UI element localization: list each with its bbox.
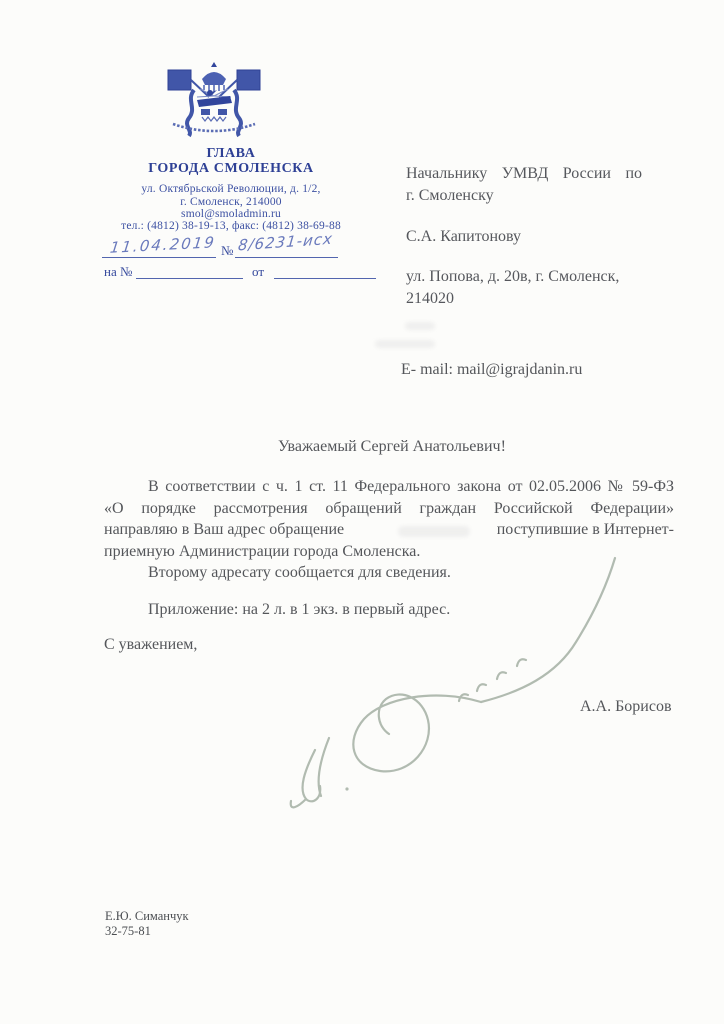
ref-from-underline (274, 278, 376, 279)
body-paragraph1-line2: «О порядке рассмотрения обращений граждан Российской Федерации» (104, 500, 674, 517)
erased-text-artifact (398, 526, 470, 537)
body-paragraph1-line3 (104, 521, 674, 539)
recipient-address: ул. Попова, д. 20в, г. Смоленск, (406, 268, 620, 285)
executor-name: Е.Ю. Симанчук (105, 909, 189, 923)
handwritten-outgoing-number: 8/6231-исх (237, 229, 334, 255)
recipient-line2: г. Смоленску (406, 187, 494, 204)
recipient-name: С.А. Капитонову (406, 228, 522, 245)
handwritten-signature-icon (285, 548, 625, 813)
applicant-email-line: E- mail: mail@igrajdanin.ru (401, 361, 583, 378)
letterhead-email: smol@smoladmin.ru (181, 208, 281, 220)
scan-artifact (405, 322, 435, 330)
body-paragraph1-line4: приемную Администрации города Смоленска. (104, 543, 421, 560)
letterhead-phone-fax: тел.: (4812) 38-19-13, факс: (4812) 38-69-88 (121, 220, 341, 232)
ref-from-label: от (252, 264, 265, 279)
scan-artifact (375, 340, 435, 348)
date-underline (102, 257, 216, 258)
body-paragraph1-line1: В соответствии с ч. 1 ст. 11 Федерального закона от 02.05.2006 № 59-ФЗ (148, 478, 674, 495)
ref-in-underline (136, 278, 243, 279)
recipient-line1: Начальнику УМВД России по (406, 165, 642, 182)
signer-name: А.А. Борисов (580, 698, 672, 715)
number-label: № (221, 243, 234, 258)
body-line3-left: направляю в Ваш адрес обращение (104, 521, 345, 538)
smolensk-coat-of-arms-icon (156, 62, 272, 138)
closing-line: С уважением, (104, 636, 198, 653)
body-line3-right: поступившие в Интернет- (496, 521, 674, 538)
handwritten-date: 11.04.2019 (108, 233, 217, 257)
executor-phone: 32-75-81 (105, 924, 151, 938)
body-paragraph2: Второму адресату сообщается для сведения. (148, 564, 451, 581)
attachment-line: Приложение: на 2 л. в 1 экз. в первый адрес. (148, 601, 451, 618)
org-name-line2: ГОРОДА СМОЛЕНСКА (148, 161, 314, 176)
recipient-postal-code: 214020 (406, 290, 454, 307)
number-underline (235, 257, 338, 258)
letterhead-street-address: ул. Октябрьской Революции, д. 1/2, (141, 183, 321, 195)
letterhead-city-postal: г. Смоленск, 214000 (180, 196, 282, 208)
org-name-line1: ГЛАВА (206, 146, 256, 161)
ref-in-label: на № (104, 264, 133, 279)
salutation: Уважаемый Сергей Анатольевич! (278, 438, 506, 455)
